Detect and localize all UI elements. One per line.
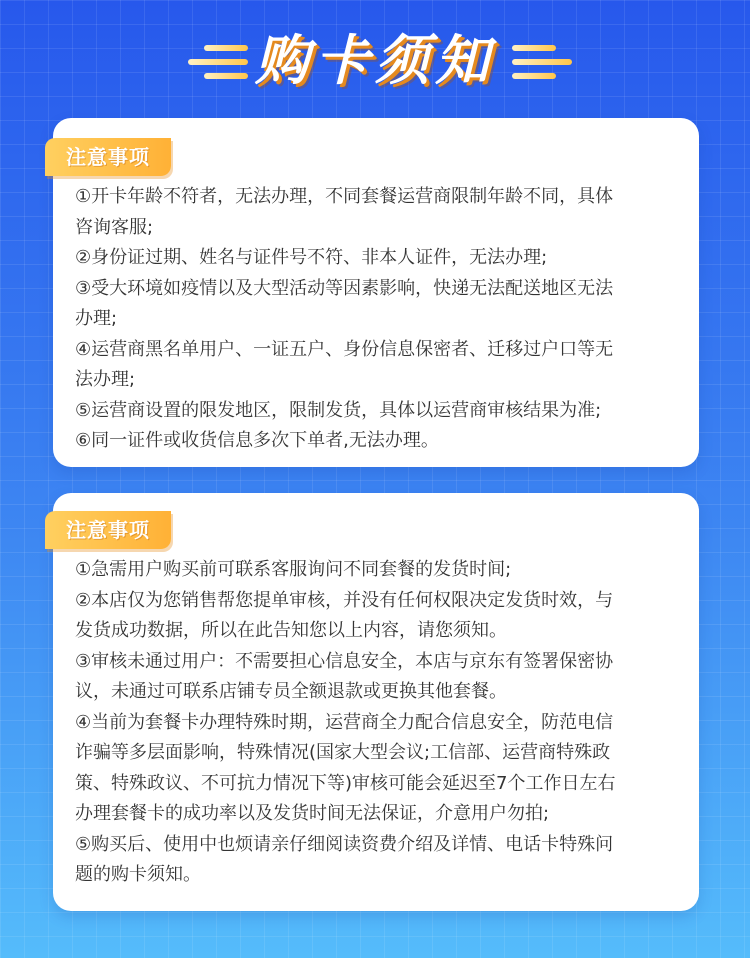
notice-list-1 <box>75 182 681 457</box>
notice-line: 议，未通过可联系店铺专员全额退款或更换其他套餐。 <box>75 681 507 702</box>
notice-line: ④当前为套餐卡办理特殊时期，运营商全力配合信息安全，防范电信 <box>75 711 614 733</box>
notice-line: ⑤运营商设置的限发地区，限制发货，具体以运营商审核结果为准; <box>75 399 602 421</box>
section-badge-2 <box>45 511 171 549</box>
notice-line: ④运营商黑名单用户、一证五户、身份信息保密者、迁移过户口等无 <box>75 338 614 360</box>
notice-line: ②身份证过期、姓名与证件号不符、非本人证件，无法办理; <box>75 247 548 268</box>
page-header <box>0 26 750 96</box>
section-badge-1 <box>45 138 171 176</box>
notice-line: 咨询客服; <box>75 216 154 238</box>
notice-line: ⑤购买后、使用中也烦请亲仔细阅读资费介绍及详情、电话卡特殊问 <box>75 833 614 855</box>
notice-line: 诈骗等多层面影响，特殊情况(国家大型会议;工信部、运营商特殊政 <box>75 742 611 763</box>
notice-line: ③审核未通过用户：不需要担心信息安全，本店与京东有签署保密协 <box>75 650 614 672</box>
notice-line: 办理套餐卡的成功率以及发货时间无法保证，介意用户勿拍; <box>75 803 550 824</box>
notice-line: 办理; <box>75 308 118 329</box>
notice-line: ①开卡年龄不符者，无法办理，不同套餐运营商限制年龄不同，具体 <box>75 186 614 207</box>
speed-lines-right-decoration <box>512 45 582 79</box>
page-title: 购卡须知 <box>255 29 495 92</box>
notice-line: 法办理; <box>75 369 136 390</box>
section-badge-label: 注意事项 <box>66 145 150 169</box>
section-badge-label: 注意事项 <box>66 518 150 542</box>
notice-line: 策、特殊政议、不可抗力情况下等)审核可能会延迟至7个工作日左右 <box>75 772 616 794</box>
notice-card-2 <box>53 493 699 911</box>
notice-line: ①急需用户购买前可联系客服询问不同套餐的发货时间; <box>75 559 512 580</box>
notice-line: 题的购卡须知。 <box>75 864 201 885</box>
notice-line: ③受大环境如疫情以及大型活动等因素影响，快递无法配送地区无法 <box>75 277 614 299</box>
notice-line: ⑥同一证件或收货信息多次下单者,无法办理。 <box>75 430 439 451</box>
notice-line: 发货成功数据，所以在此告知您以上内容，请您须知。 <box>75 620 507 641</box>
notice-line: ②本店仅为您销售帮您提单审核，并没有任何权限决定发货时效，与 <box>75 589 614 611</box>
notice-list-2 <box>75 555 681 891</box>
